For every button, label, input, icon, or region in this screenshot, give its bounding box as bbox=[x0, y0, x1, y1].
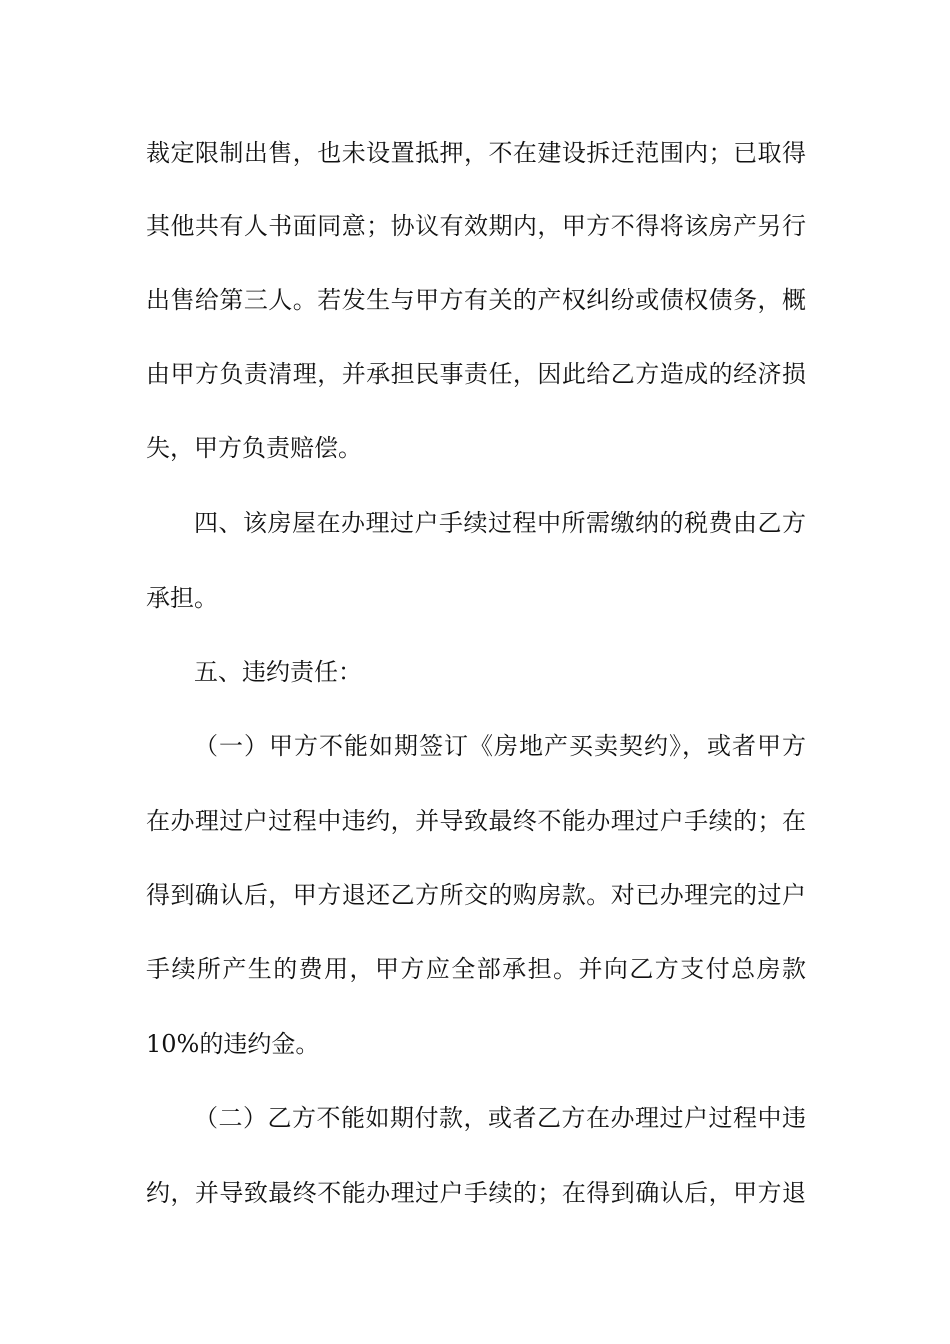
text-line: 裁定限制出售，也未设置抵押，不在建设拆迁范围内；已取得 bbox=[146, 139, 806, 167]
text-line: 在办理过户过程中违约，并导致最终不能办理过户手续的；在 bbox=[146, 807, 806, 835]
section-heading-line: 四、该房屋在办理过户手续过程中所需缴纳的税费由乙方 bbox=[194, 509, 806, 537]
text-line: 承担。 bbox=[146, 584, 218, 612]
clause-heading-line: （一）甲方不能如期签订《房地产买卖契约》，或者甲方 bbox=[194, 732, 806, 760]
text-line: 约，并导致最终不能办理过户手续的；在得到确认后，甲方退 bbox=[146, 1179, 806, 1207]
text-line: 手续所产生的费用，甲方应全部承担。并向乙方支付总房款 bbox=[146, 955, 806, 983]
text-line: 失，甲方负责赔偿。 bbox=[146, 434, 362, 462]
text-line: 10%的违约金。 bbox=[146, 1030, 320, 1058]
text-line: 得到确认后，甲方退还乙方所交的购房款。对已办理完的过户 bbox=[146, 881, 806, 909]
text-line: 由甲方负责清理，并承担民事责任，因此给乙方造成的经济损 bbox=[146, 360, 806, 388]
text-line: 出售给第三人。若发生与甲方有关的产权纠纷或债权债务，概 bbox=[146, 286, 806, 314]
clause-heading-line: （二）乙方不能如期付款，或者乙方在办理过户过程中违 bbox=[194, 1104, 806, 1132]
section-heading: 五、违约责任： bbox=[194, 658, 362, 686]
text-line: 其他共有人书面同意；协议有效期内，甲方不得将该房产另行 bbox=[146, 212, 806, 240]
